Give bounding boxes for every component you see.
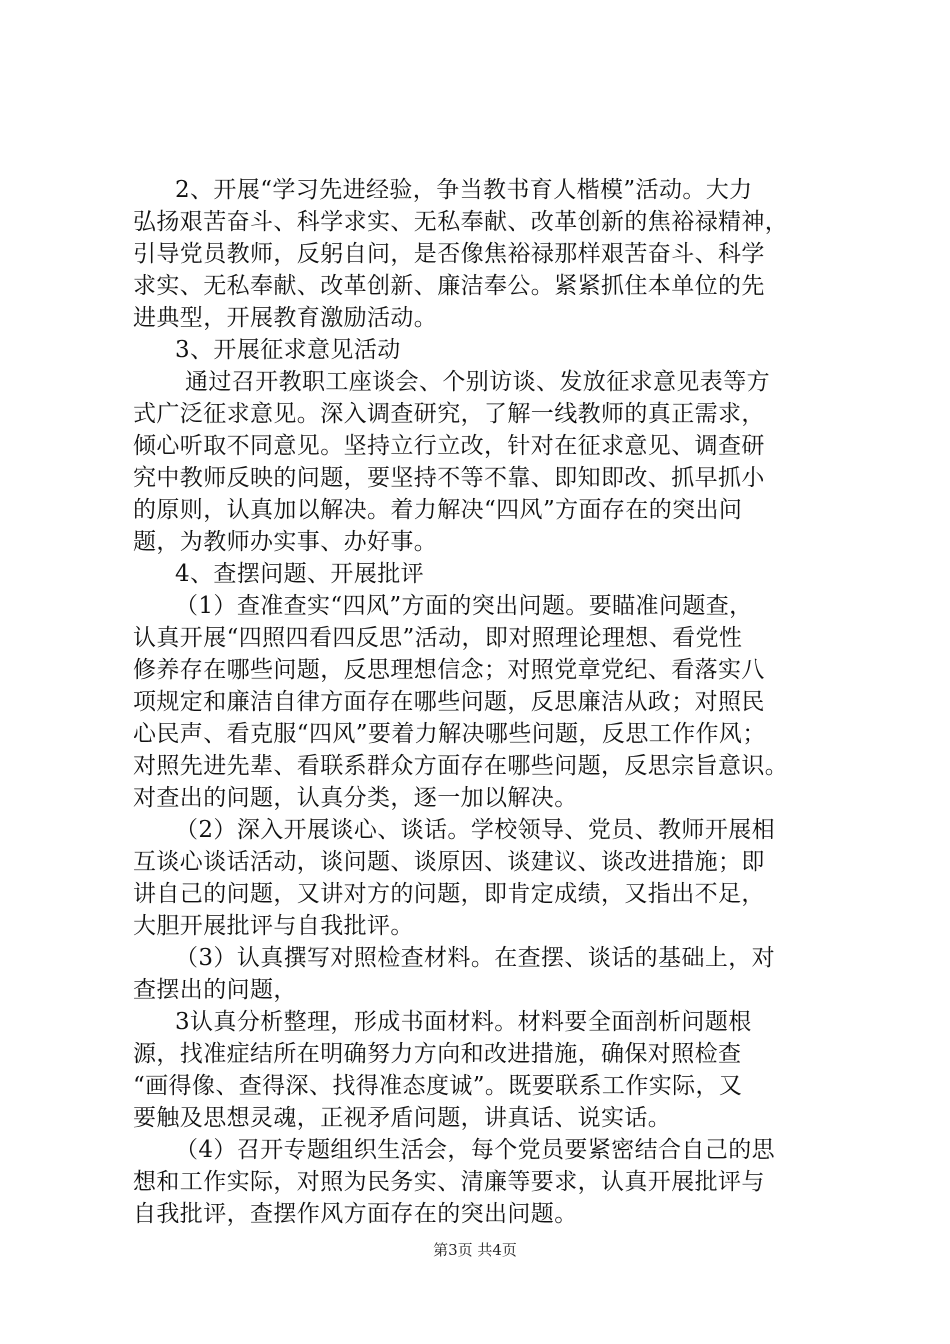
text-line: 弘扬艰苦奋斗、科学求实、无私奉献、改革创新的焦裕禄精神， — [133, 209, 789, 235]
text-line: 题，为教师办实事、办好事。 — [133, 529, 438, 555]
text-line: 3、开展征求意见活动 — [175, 337, 401, 363]
text-line: “画得像、查得深、找得准态度诚”。既要联系工作实际，又 — [133, 1073, 743, 1099]
text-line: （4）召开专题组织生活会，每个党员要紧密结合自己的思 — [175, 1137, 776, 1163]
text-line: 查摆出的问题， — [133, 977, 297, 1003]
text-line: 讲自己的问题，又讲对方的问题，即肯定成绩，又指出不足， — [133, 881, 765, 907]
text-line: 通过召开教职工座谈会、个别访谈、发放征求意见表等方 — [185, 369, 770, 395]
text-line: 自我批评，查摆作风方面存在的突出问题。 — [133, 1201, 578, 1227]
text-line: 想和工作实际，对照为民务实、清廉等要求，认真开展批评与 — [133, 1169, 765, 1195]
text-line: 2、开展“学习先进经验，争当教书育人楷模”活动。大力 — [175, 177, 753, 203]
text-line: 进典型，开展教育激励活动。 — [133, 305, 438, 331]
text-line: 对照先进先辈、看联系群众方面存在哪些问题，反思宗旨意识。 — [133, 753, 789, 779]
text-line: 心民声、看克服“四风”要着力解决哪些问题，反思工作作风； — [133, 721, 766, 747]
text-line: 的原则，认真加以解决。着力解决“四风”方面存在的突出问 — [133, 497, 743, 523]
text-line: 求实、无私奉献、改革创新、廉洁奉公。紧紧抓住本单位的先 — [133, 273, 765, 299]
text-line: 3认真分析整理，形成书面材料。材料要全面剖析问题根 — [175, 1009, 752, 1035]
page-footer: 第3页 共4页 — [433, 1241, 517, 1259]
text-line: （2）深入开展谈心、谈话。学校领导、党员、教师开展相 — [175, 817, 776, 843]
text-line: 源，找准症结所在明确努力方向和改进措施，确保对照检查 — [133, 1041, 742, 1067]
text-line: 究中教师反映的问题，要坚持不等不靠、即知即改、抓早抓小 — [133, 465, 765, 491]
text-line: 大胆开展批评与自我批评。 — [133, 913, 414, 939]
text-line: 认真开展“四照四看四反思”活动，即对照理论理想、看党性 — [133, 625, 743, 651]
text-line: 要触及思想灵魂，正视矛盾问题，讲真话、说实话。 — [133, 1105, 672, 1131]
text-line: 4、查摆问题、开展批评 — [175, 561, 425, 587]
text-line: 式广泛征求意见。深入调查研究，了解一线教师的真正需求， — [133, 401, 765, 427]
document-body — [133, 174, 833, 1230]
text-line: 项规定和廉洁自律方面存在哪些问题，反思廉洁从政；对照民 — [133, 689, 765, 715]
text-line: 对查出的问题，认真分类，逐一加以解决。 — [133, 785, 578, 811]
text-line: 互谈心谈话活动，谈问题、谈原因、谈建议、谈改进措施；即 — [133, 849, 765, 875]
text-line: 引导党员教师，反躬自问，是否像焦裕禄那样艰苦奋斗、科学 — [133, 241, 765, 267]
text-line: （3）认真撰写对照检查材料。在查摆、谈话的基础上，对 — [175, 945, 776, 971]
text-line: （1）查准查实“四风”方面的突出问题。要瞄准问题查， — [175, 593, 753, 619]
text-line: 修养存在哪些问题，反思理想信念；对照党章党纪、看落实八 — [133, 657, 765, 683]
text-line: 倾心听取不同意见。坚持立行立改，针对在征求意见、调查研 — [133, 433, 765, 459]
